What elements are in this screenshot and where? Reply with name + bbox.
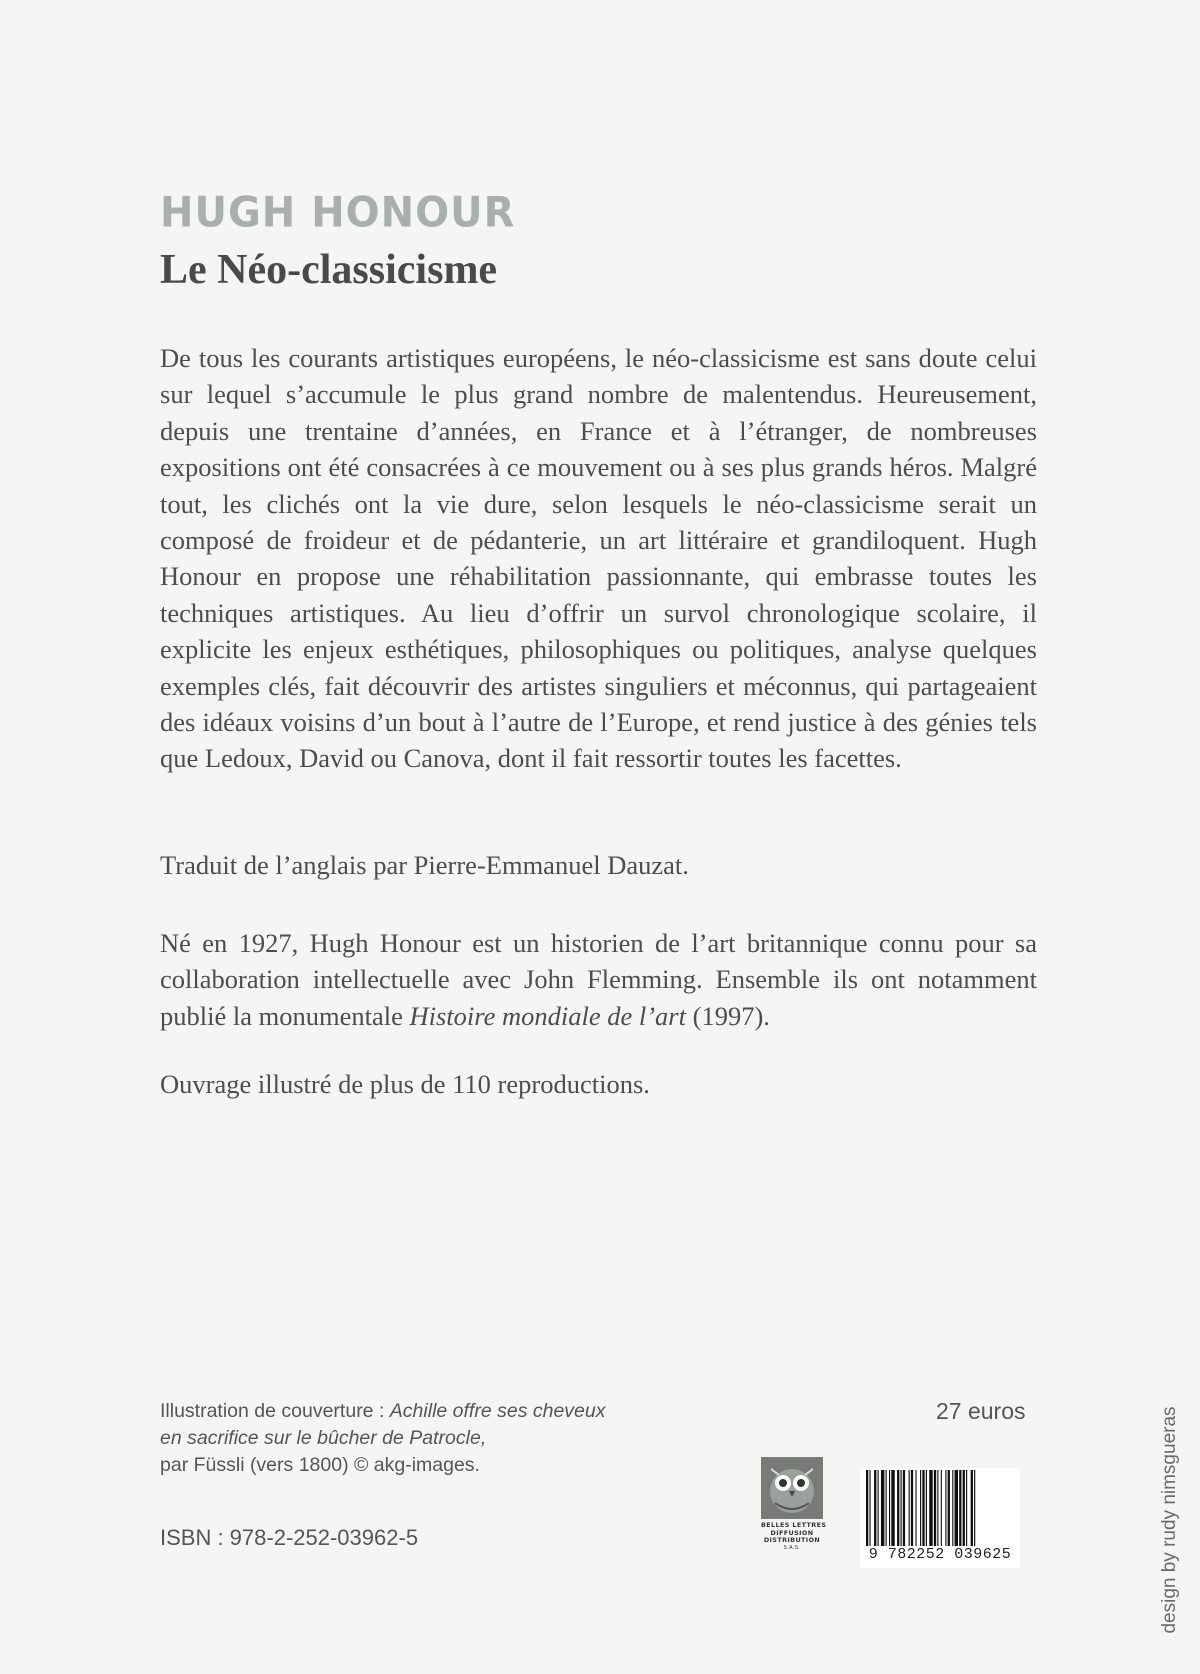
barcode-number: 9 782252 039625 — [860, 1546, 1020, 1564]
illustrations-note: Ouvrage illustré de plus de 110 reproductions. — [160, 1069, 650, 1099]
publisher-logo-text: BELLES LETTRES DIFFUSION DISTRIBUTION S.A.S. — [761, 1521, 827, 1551]
book-title: Le Néo-classicisme — [160, 247, 498, 293]
author-name: HUGH HONOUR — [160, 188, 516, 238]
owl-emblem-icon — [761, 1457, 823, 1519]
cover-caption — [160, 1398, 630, 1479]
bio-text: Né en 1927, Hugh Honour est un historien de l’art britannique connu pour sa collaboration intellectuelle avec John Flemming. Ensemble ils ont notamment publié la monumentale — [160, 928, 1037, 1031]
book-description: De tous les courants artistiques européens, le néo-classicisme est sans doute celui sur lequel s’accumule le plus grand nombre de malentendus. Heureusement, depuis une trentaine d’années, en France et à l’étranger, de nombreuses expositions ont été consacrées à ce mouvement ou à ses plus grands héros. Malgré tout, les clichés ont la vie dure, selon lesquels le néo-classicisme serait un composé de froideur et de pédanterie, un art littéraire et grandiloquent. Hugh Honour en propose une réhabilitation passionnante, qui embrasse toutes les techniques artistiques. Au lieu d’offrir un survol chronologique scolaire, il explicite les enjeux esthétiques, philosophiques ou politiques, analyse quelques exemples clés, fait découvrir des artistes singuliers et méconnus, qui partageaient des idéaux voisins d’un bout à l’autre de l’Europe, et rend justice à des génies tels que Ledoux, David ou Canova, dont il fait ressortir toutes les facettes. — [160, 343, 1037, 774]
author-bio — [160, 925, 1037, 1034]
translator-credit: Traduit de l’anglais par Pierre-Emmanuel Dauzat. — [160, 850, 689, 880]
designer-credit: design by rudy nimsgueras — [1159, 1406, 1180, 1634]
caption-credit: par Füssli (vers 1800) © akg-images. — [160, 1454, 480, 1476]
barcode-bars — [860, 1468, 1020, 1550]
bio-work-title: Histoire mondiale de l’art — [409, 1000, 686, 1031]
bio-year: (1997). — [686, 1000, 770, 1031]
caption-artwork: Achille offre ses cheveux en sacrifice sur le bûcher de Patrocle, — [160, 1400, 606, 1449]
caption-label: Illustration de couverture : — [160, 1400, 390, 1422]
publisher-logo — [761, 1457, 827, 1569]
barcode — [860, 1468, 1020, 1568]
price: 27 euros — [936, 1398, 1026, 1424]
isbn: ISBN : 978-2-252-03962-5 — [160, 1525, 419, 1550]
